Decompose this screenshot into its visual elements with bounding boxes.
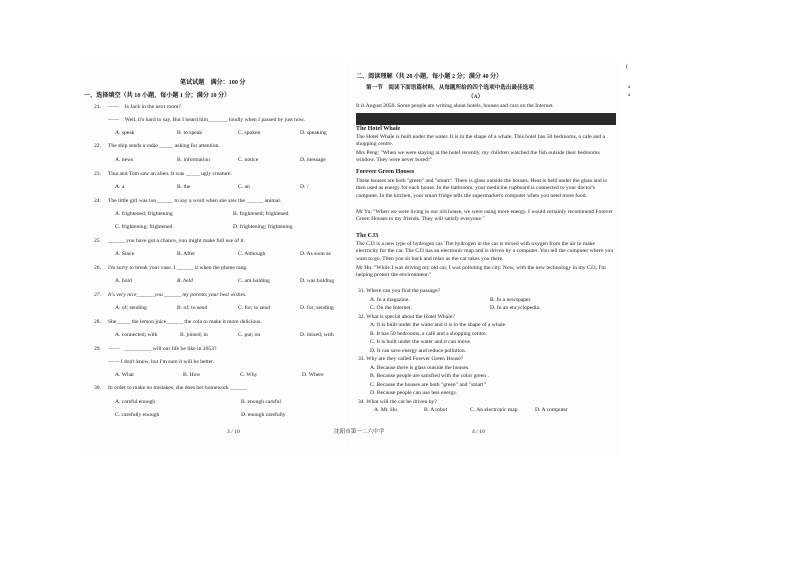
q25-num: 25.: [94, 238, 101, 244]
edge-mark-1: (: [626, 64, 628, 70]
q29-num: 29.: [94, 346, 101, 352]
q34-option-d: D. A computer: [535, 407, 568, 413]
q27-option-d: D. for; sending: [300, 305, 334, 311]
q30-option-a: A. careful enough: [115, 399, 156, 405]
q33-option-a: A. Because there is glass outside the houses.: [370, 365, 470, 371]
q33-option-b: B. Because people are satisfied with the color green .: [370, 373, 489, 379]
q23-option-c: C. an: [238, 184, 250, 190]
q30-option-b: B. enough careful: [241, 399, 281, 405]
q24-option-c: C. frightening; frightened: [115, 224, 173, 230]
q21-option-c: C. spoken: [238, 130, 261, 136]
q28-num: 28.: [94, 319, 101, 325]
q26-num: 26.: [94, 265, 101, 271]
q23-stem: Tina and Tom saw an alien. It was _____ ugly creature.: [108, 171, 232, 177]
q21-option-a: A. speak: [115, 130, 135, 136]
hotel-quote: Mrs Peng: "When we were staying at the hotel recently, my children watched the fish outside their bedrooms window. They were never bored!": [356, 150, 600, 164]
q32-stem: 32. What is special about the Hotel Whale?: [358, 314, 455, 320]
q31-option-b: B. In a newspaper.: [490, 297, 532, 303]
q22-stem: The ship sends a radio _____ asking for attention.: [108, 143, 220, 149]
q34-option-a: A. Mr. Hu: [374, 407, 397, 413]
q32-option-a: A. It is built under the water and it is in the shape of a whale.: [370, 322, 507, 328]
q28-option-a: A. connected; with: [115, 332, 158, 338]
q25-option-d: D. As soon as: [300, 251, 331, 257]
q24-num: 24.: [94, 198, 101, 204]
q21-stem2: —— Well, it's hard to say. But I heard him_______ loudly when I passed by just now.: [108, 117, 305, 123]
q23-option-d: D. /: [300, 184, 309, 190]
q29-option-c: C. Why: [240, 372, 258, 378]
q30-option-d: D. enough carefully: [241, 412, 286, 418]
q24-option-b: B. frightened; frightened: [233, 211, 289, 217]
q25-option-c: C. Although: [238, 251, 266, 257]
q28-stem: She_____ the lemon juice______ the cola to make it more delicious.: [108, 319, 262, 325]
q27-option-b: B. of; to send: [177, 305, 208, 311]
q32-option-b: B. It has 50 bedrooms, a café and a shopping centre.: [370, 331, 487, 337]
q29-stem: —— __________will our life be like in 2053?: [108, 346, 217, 352]
photo-banner: [356, 113, 616, 125]
part-1-instruction: 第一节 阅读下面语篇材料，从每题所给的四个选项中选出最佳选项: [366, 85, 534, 91]
q23-option-a: A. a: [115, 184, 125, 190]
q33-option-d: D. Because people can use less energy.: [370, 390, 458, 396]
q24-option-a: A. frightened; frightening: [115, 211, 173, 217]
exam-header: 笔试试题 满分：100 分: [180, 80, 246, 86]
q23-option-b: B. the: [177, 184, 191, 190]
right-page: [334, 62, 620, 452]
q26-stem: I'm sorry to break your vase. I ______ it when the phone rang.: [108, 265, 248, 271]
q28-option-d: D. mixed; with: [300, 332, 334, 338]
school-name: 沈阳市第一二六中学: [334, 429, 385, 435]
q25-option-a: A. Since: [115, 251, 135, 257]
car-title: The CJ3: [356, 233, 379, 239]
section-1-heading: 一、选择填空（共 10 小题，每小题 1 分；满分 10 分）: [84, 93, 231, 99]
q31-option-a: A. In a magazine.: [370, 297, 410, 303]
q29-option-a: A. What: [115, 372, 134, 378]
q27-num: 27.: [94, 292, 101, 298]
q27-option-c: C. for; to send: [238, 305, 271, 311]
q22-option-d: D. message: [300, 157, 326, 163]
q26-option-b: B. held: [177, 278, 193, 284]
q22-option-c: C. notice: [238, 157, 259, 163]
left-page: [80, 62, 350, 452]
q29-option-d: D. Where: [302, 372, 324, 378]
q21-stem: —— Is Jack in the next room?: [108, 104, 181, 110]
house-quote: Mr Yu: "When we were living in our old house, we were using more energy. I would certainly recommend Forever Green Houses to my friends. They will satisfy everyone.": [356, 209, 613, 223]
q22-option-a: A. news: [115, 157, 134, 163]
q31-option-d: D. In an encyclopedia.: [490, 305, 541, 311]
q30-stem: In order to make no mistakes, she does her homework ______: [108, 385, 248, 391]
house-title: Forever Green Houses: [356, 169, 415, 175]
q30-option-c: C. carefully enough: [115, 412, 160, 418]
passage-a-label: （A）: [468, 94, 484, 100]
q27-option-a: A. of; sending: [115, 305, 147, 311]
q26-option-c: C. am holding: [238, 278, 270, 284]
q30-num: 30.: [94, 385, 101, 391]
house-text: These houses are both "green" and "smart". There is glass outside the houses. Heat is held under the glass and is then used as energy for each house. In the bathroom, your medicine cupboard is connected to your doctor's computer. In the kitchen, your smart fridge tells the supermarket's computer when you need more food.: [356, 178, 607, 199]
q33-option-c: C. Because the houses are both "green" and "smart": [370, 382, 486, 388]
q24-stem: The little girl was too______ to say a word when she saw the ______ animal.: [108, 198, 282, 204]
hotel-title: The Hotel Whale: [356, 126, 401, 132]
page-number-right: 4 / 10: [472, 429, 485, 435]
q33-stem: 33. Why are they called Forever Green House?: [358, 356, 464, 362]
q32-option-d: D. It can save energy and reduce pollution.: [370, 348, 467, 354]
q31-stem: 31. Where can you find the passage?: [358, 288, 441, 294]
car-text: The CJ3 is a new type of hydrogen car. The hydrogen in the car is mixed with oxygen from the air to make electricity for the car. The CJ3 has an electronic map and is driven by a computer. You tell the computer where you want to go. Then you sit back and relax as the car takes you there.: [356, 241, 614, 262]
q25-stem: ______ you have got a chance, you might make full use of it.: [108, 238, 246, 244]
q27-stem: It's very nice______ you ______ my parents your best wishes.: [108, 292, 247, 298]
q21-option-d: D. speaking: [300, 130, 327, 136]
q21-num: 21.: [94, 104, 101, 110]
q26-option-d: D. was holding: [300, 278, 335, 284]
q34-option-c: C. An electronic map: [470, 407, 518, 413]
q34-stem: 34. What will the car be driven by?: [358, 399, 437, 405]
q29-stem2: —— I don't know, but I'm sure it will be better.: [108, 359, 215, 365]
car-quote: Mr Hu: "While I was driving my old car, I was polluting the city. Now, with the new technology in my CJ3, I'm helping protect the environment.": [356, 265, 606, 279]
q26-option-a: A. hold: [115, 278, 132, 284]
q24-option-d: D. frightening; frightening: [233, 224, 293, 230]
q22-option-b: B. information: [177, 157, 210, 163]
q31-option-c: C. On the Internet.: [370, 305, 412, 311]
q22-num: 22.: [94, 143, 101, 149]
q28-option-c: C. put; on: [238, 332, 261, 338]
q21-option-b: B. to speak: [177, 130, 203, 136]
q29-option-b: B. How: [183, 372, 201, 378]
q34-option-b: B. A robot: [424, 407, 448, 413]
q28-option-b: B. joined; in: [180, 332, 208, 338]
section-2-heading: 二、阅读理解（共 20 小题，每小题 2 分；满分 40 分）: [356, 74, 503, 80]
edge-mark-3: a: [628, 93, 631, 98]
q23-num: 23.: [94, 171, 101, 177]
q25-option-b: B. After: [177, 251, 196, 257]
edge-mark-2: a: [628, 85, 631, 90]
q32-option-c: C. It is built under the water and it can move.: [370, 339, 472, 345]
passage-intro: It is August 2050. Some people are writing about hotels, houses and cars on the Internet.: [356, 103, 554, 109]
page-number-left: 3 / 10: [227, 429, 240, 435]
hotel-text: The Hotel Whale is built under the water. It is in the shape of a whale. This hotel has 50 bedrooms, a cafe and a shopping centre.: [356, 134, 606, 148]
